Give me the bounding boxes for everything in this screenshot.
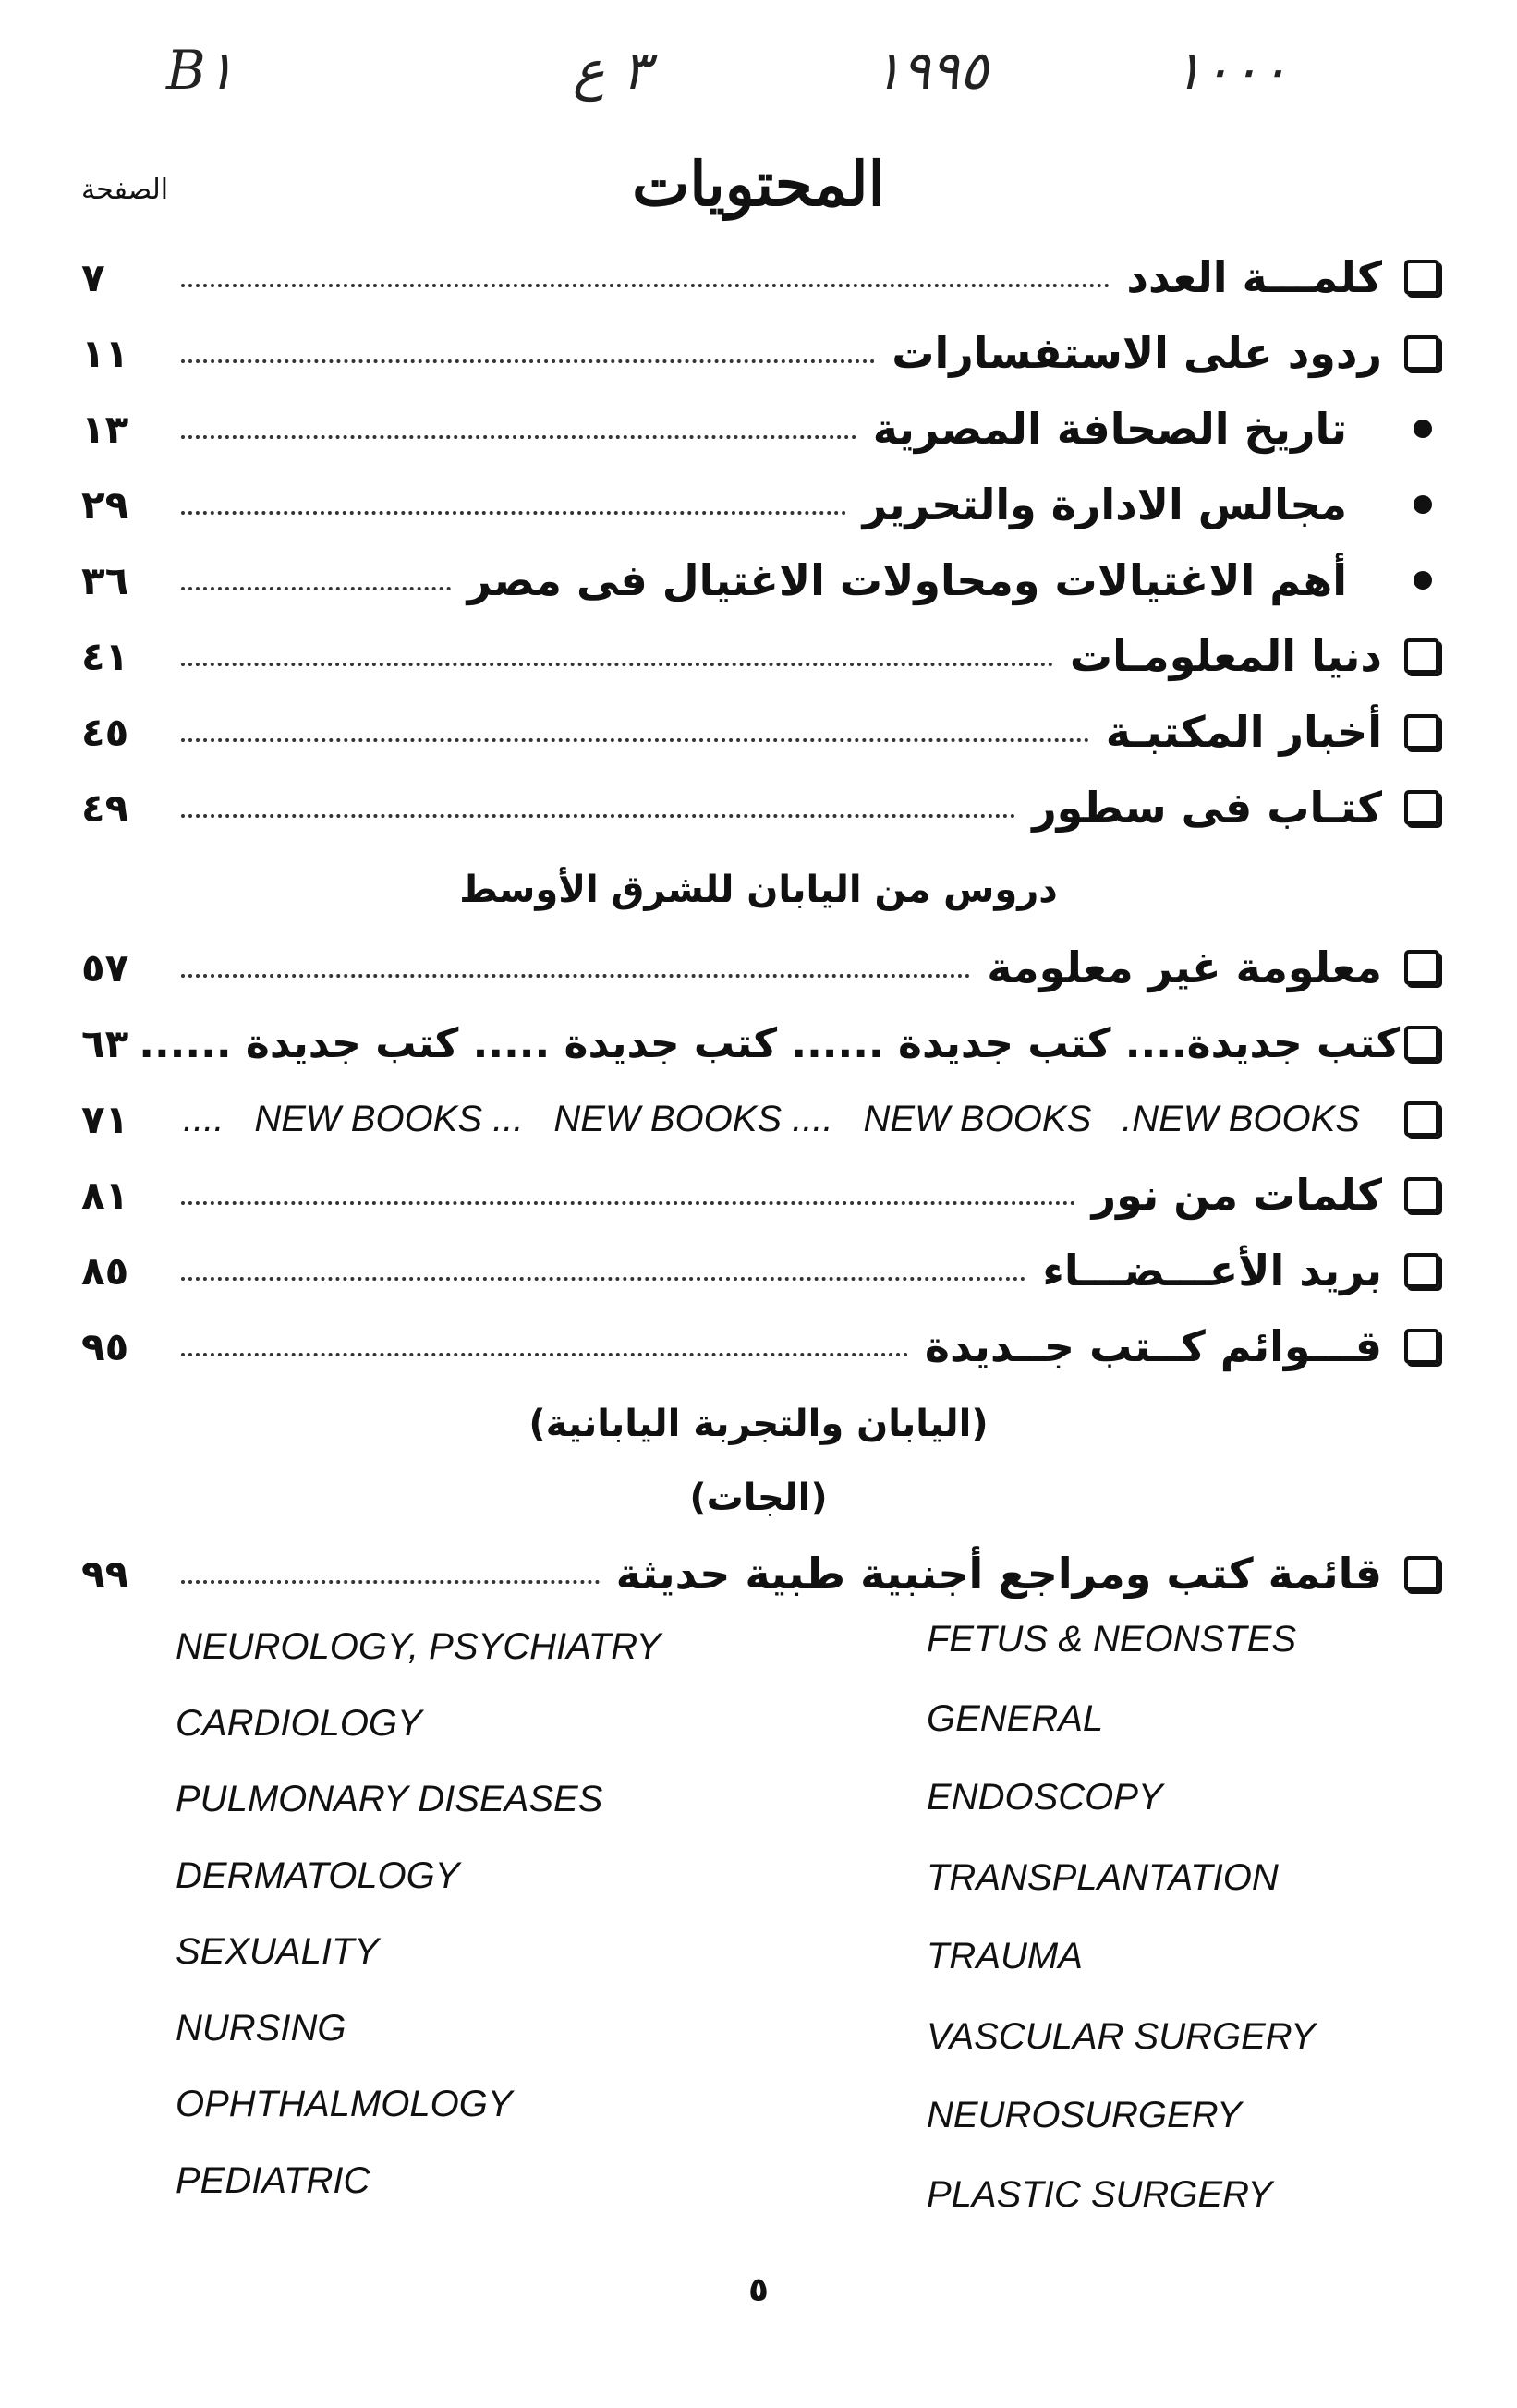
checkbox-icon <box>1404 335 1439 371</box>
category-item: FETUS & NEONSTES <box>927 1619 1297 1660</box>
category-item: ENDOSCOPY <box>927 1777 1163 1818</box>
toc-entry <box>81 699 1439 764</box>
toc-subentry <box>81 472 1439 537</box>
leader-dots <box>181 1353 908 1356</box>
leader-dots <box>181 359 875 363</box>
category-item: NURSING <box>176 2008 346 2049</box>
bullet-icon <box>1414 571 1432 590</box>
entry-title: كلمـــة العدد <box>1126 252 1382 302</box>
entry-title: أهم الاغتيالات ومحاولات الاغتيال فى مصر <box>467 555 1347 605</box>
entry-page: ٢٩ <box>81 481 129 528</box>
bullet-icon <box>1414 495 1432 514</box>
entry-title: كتب جديدة.... كتب جديدة ...... كتب جديدة ..... كتب جديدة ...... <box>139 1019 1401 1067</box>
handwritten-year: ١٩٩٥ <box>873 39 989 102</box>
leader-dots <box>181 738 1089 742</box>
category-item: PLASTIC SURGERY <box>927 2174 1273 2215</box>
entry-page: ٨١ <box>81 1172 129 1218</box>
page-number: ٥ <box>748 2271 769 2309</box>
toc-entry <box>81 1541 1439 1606</box>
entry-page: ٤٥ <box>81 709 129 755</box>
handwritten-issue: ٣ ع <box>573 39 651 102</box>
checkbox-icon <box>1404 638 1439 674</box>
category-item: PEDIATRIC <box>176 2160 370 2201</box>
bullet-icon <box>1414 420 1432 438</box>
entry-title: مجالس الادارة والتحرير <box>862 480 1347 529</box>
leader-dots <box>181 1580 600 1584</box>
leader-dots <box>181 587 451 590</box>
leader-dots <box>181 663 1053 666</box>
category-item: OPHTHALMOLOGY <box>176 2084 513 2124</box>
entry-title: معلومة غير معلومة <box>987 943 1382 992</box>
leader-dots <box>181 814 1015 818</box>
category-item: NEUROSURGERY <box>927 2095 1242 2135</box>
entry-page: ٩٥ <box>81 1323 129 1369</box>
toc-entry-new-books <box>81 1087 1439 1151</box>
toc-subentry <box>81 548 1439 613</box>
entry-page: ٣٦ <box>81 557 129 603</box>
page-title: المحتويات <box>632 148 885 220</box>
category-item: SEXUALITY <box>176 1931 380 1972</box>
checkbox-icon <box>1404 1026 1439 1061</box>
checkbox-icon <box>1404 1253 1439 1288</box>
toc-entry <box>81 1011 1439 1076</box>
entry-title: كتـاب فى سطور <box>1032 783 1382 833</box>
entry-page: ٤٩ <box>81 784 129 831</box>
entry-page: ٤١ <box>81 633 129 679</box>
new-books-labels <box>174 1099 1382 1140</box>
toc-entry <box>81 1238 1439 1303</box>
category-item: GENERAL <box>927 1698 1104 1739</box>
new-books-label: .... <box>183 1098 225 1139</box>
entry-page: ١١ <box>81 330 129 376</box>
leader-dots <box>181 1201 1075 1205</box>
entry-title: تاريخ الصحافة المصرية <box>872 404 1347 454</box>
checkbox-icon <box>1404 1101 1439 1137</box>
section-heading: دروس من اليابان للشرق الأوسط <box>459 869 1058 911</box>
toc-subentry <box>81 396 1439 461</box>
entry-title: ردود على الاستفسارات <box>892 328 1382 378</box>
entry-title: قائمة كتب ومراجع أجنبية طبية حديثة <box>615 1549 1382 1599</box>
leader-dots <box>181 974 970 978</box>
new-books-label: NEW BOOKS <box>863 1098 1092 1139</box>
entry-page: ٥٧ <box>81 944 129 991</box>
leader-dots <box>181 284 1110 287</box>
checkbox-icon <box>1404 1556 1439 1591</box>
toc-entry <box>81 321 1439 385</box>
entry-title: كلمات من نور <box>1091 1170 1382 1220</box>
checkbox-icon <box>1404 1329 1439 1364</box>
checkbox-icon <box>1404 1177 1439 1212</box>
category-item: VASCULAR SURGERY <box>927 2016 1316 2057</box>
toc-entry <box>81 245 1439 310</box>
entry-page: ٦٣ <box>81 1020 129 1066</box>
category-item: TRANSPLANTATION <box>927 1857 1279 1898</box>
leader-dots <box>181 435 856 439</box>
entry-page: ٧ <box>81 254 105 300</box>
entry-page: ٨٥ <box>81 1247 129 1294</box>
page-column-label: الصفحة <box>81 174 169 206</box>
category-item: NEUROLOGY, PSYCHIATRY <box>176 1626 661 1667</box>
entry-page: ٩٩ <box>81 1551 129 1597</box>
category-item: PULMONARY DISEASES <box>176 1779 603 1819</box>
leader-dots <box>181 511 846 515</box>
handwritten-code: B١ <box>166 39 235 102</box>
new-books-label: NEW BOOKS .... <box>553 1098 833 1139</box>
checkbox-icon <box>1404 260 1439 295</box>
section-heading: (اليابان والتجربة اليابانية) <box>528 1403 989 1445</box>
checkbox-icon <box>1404 714 1439 749</box>
toc-entry <box>81 624 1439 688</box>
toc-entry <box>81 775 1439 840</box>
entry-title: أخبار المكتبـة <box>1105 707 1382 757</box>
section-heading: (الجات) <box>689 1477 828 1519</box>
category-item: DERMATOLOGY <box>176 1855 460 1896</box>
toc-entry <box>81 1314 1439 1379</box>
entry-page: ٧١ <box>81 1096 129 1142</box>
leader-dots <box>181 1277 1025 1281</box>
entry-title: قـــوائم كــتب جــديدة <box>924 1321 1382 1371</box>
handwritten-number: ١٠٠٠ <box>1173 39 1289 102</box>
entry-page: ١٣ <box>81 406 129 452</box>
entry-title: دنيا المعلومـات <box>1069 631 1382 681</box>
new-books-label: .NEW BOOKS <box>1122 1098 1360 1139</box>
entry-title: بريد الأعـــضـــاء <box>1042 1246 1382 1295</box>
category-item: TRAUMA <box>927 1936 1083 1976</box>
toc-entry <box>81 935 1439 1000</box>
checkbox-icon <box>1404 950 1439 985</box>
category-item: CARDIOLOGY <box>176 1703 422 1744</box>
checkbox-icon <box>1404 790 1439 825</box>
toc-entry <box>81 1162 1439 1227</box>
new-books-label: NEW BOOKS ... <box>254 1098 524 1139</box>
